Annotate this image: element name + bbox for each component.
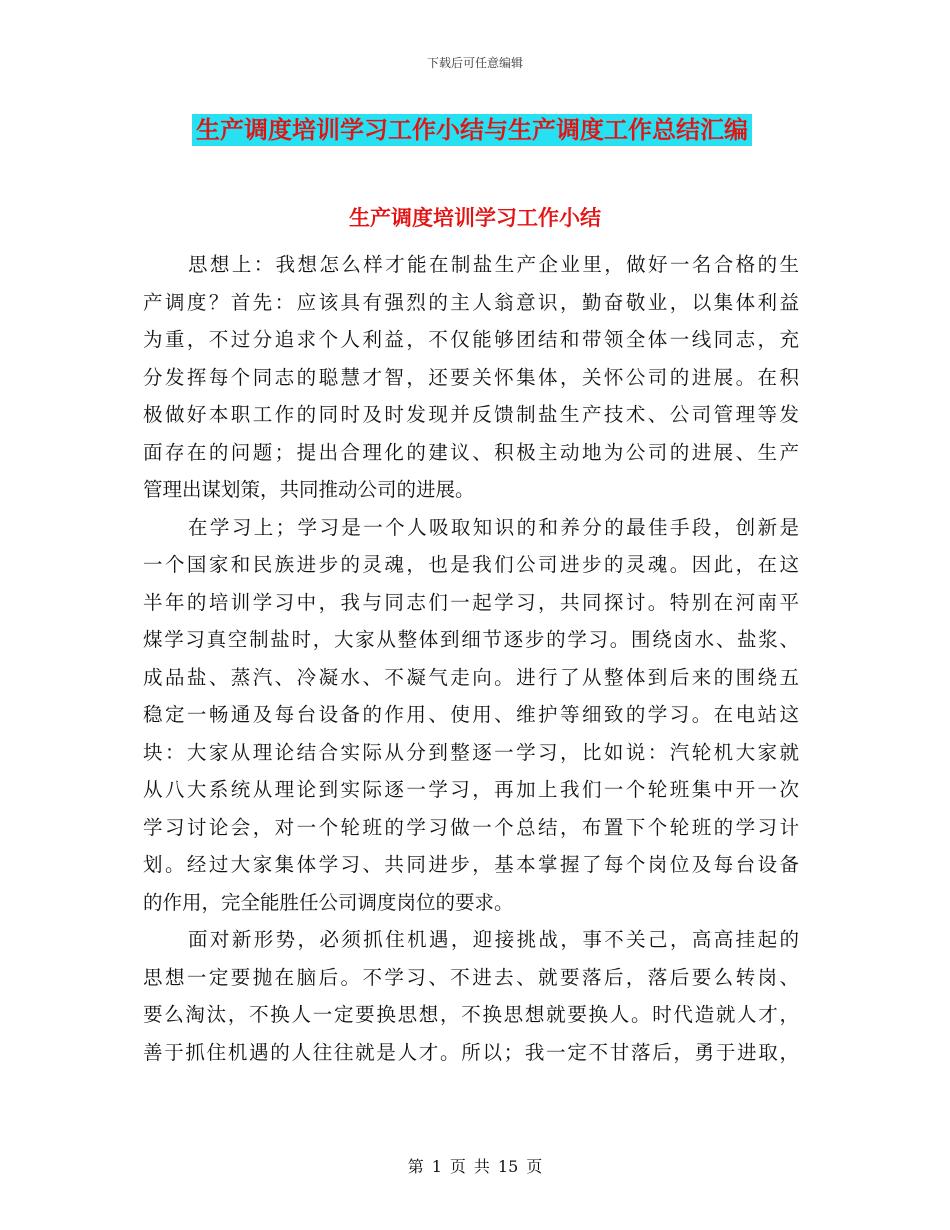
paragraph-line: 极做好本职工作的同时及时发现并反馈制盐生产技术、公司管理等发 xyxy=(143,403,799,426)
paragraph-line: 面存在的问题；提出合理化的建议、积极主动地为公司的进展、生产 xyxy=(143,440,799,464)
paragraph-line: 在学习上；学习是一个人吸取知识的和养分的最佳手段，创新是 xyxy=(188,515,799,539)
paragraph-line: 面对新形势，必须抓住机遇，迎接挑战，事不关己，高高挂起的 xyxy=(188,928,799,951)
section-title: 生产调度培训学习工作小结 xyxy=(349,206,601,230)
footer-page-suffix: 页 xyxy=(526,1157,543,1176)
paragraph-line: 稳定一畅通及每台设备的作用、使用、维护等细致的学习。在电站这 xyxy=(143,703,799,726)
footer-total-label: 共 xyxy=(473,1157,490,1176)
document-title: 生产调度培训学习工作小结与生产调度工作总结汇编 xyxy=(192,114,752,146)
paragraph-line: 产调度？首先：应该具有强烈的主人翁意识，勤奋敬业，以集体利益 xyxy=(143,290,799,314)
paragraph-line: 成品盐、蒸汽、冷凝水、不凝气走向。进行了从整体到后来的围绕五 xyxy=(143,665,799,689)
paragraph-line: 半年的培训学习中，我与同志们一起学习，共同探讨。特别在河南平 xyxy=(143,590,799,614)
paragraph-line: 一个国家和民族进步的灵魂，也是我们公司进步的灵魂。因此，在这 xyxy=(143,553,799,576)
paragraph-line: 要么淘汰，不换人一定要换思想，不换思想就要换人。时代造就人才， xyxy=(143,1003,799,1026)
footer-total-pages: 15 xyxy=(497,1157,519,1176)
footer-page-mid: 页 xyxy=(449,1157,466,1176)
paragraph-line: 思想上：我想怎么样才能在制盐生产企业里，做好一名合格的生 xyxy=(188,253,799,276)
paragraph-line: 分发挥每个同志的聪慧才智，还要关怀集体，关怀公司的进展。在积 xyxy=(143,365,799,389)
paragraph-line: 的作用，完全能胜任公司调度岗位的要求。 xyxy=(143,890,514,914)
paragraph-line: 煤学习真空制盐时，大家从整体到细节逐步的学习。围绕卤水、盐浆、 xyxy=(143,628,799,651)
paragraph-line: 思想一定要抛在脑后。不学习、不进去、就要落后，落后要么转岗、 xyxy=(143,965,799,989)
header-note: 下载后可任意编辑 xyxy=(426,56,523,70)
paragraph-line: 学习讨论会，对一个轮班的学习做一个总结，布置下个轮班的学习计 xyxy=(143,815,799,839)
page-footer xyxy=(0,1154,950,1177)
paragraph-line: 为重，不过分追求个人利益，不仅能够团结和带领全体一线同志，充 xyxy=(143,328,799,351)
footer-page-number: 1 xyxy=(431,1157,442,1176)
paragraph-line: 划。经过大家集体学习、共同进步，基本掌握了每个岗位及每台设备 xyxy=(143,853,799,876)
paragraph-line: 从八大系统从理论到实际逐一学习，再加上我们一个轮班集中开一次 xyxy=(143,778,799,801)
body-text xyxy=(143,246,799,1071)
footer-page-prefix: 第 xyxy=(407,1157,424,1176)
paragraph-line: 管理出谋划策，共同推动公司的进展。 xyxy=(143,478,475,501)
paragraph-line: 块：大家从理论结合实际从分到整逐一学习，比如说：汽轮机大家就 xyxy=(143,740,799,764)
paragraph-line: 善于抓住机遇的人往往就是人才。所以；我一定不甘落后，勇于进取， xyxy=(143,1040,799,1064)
